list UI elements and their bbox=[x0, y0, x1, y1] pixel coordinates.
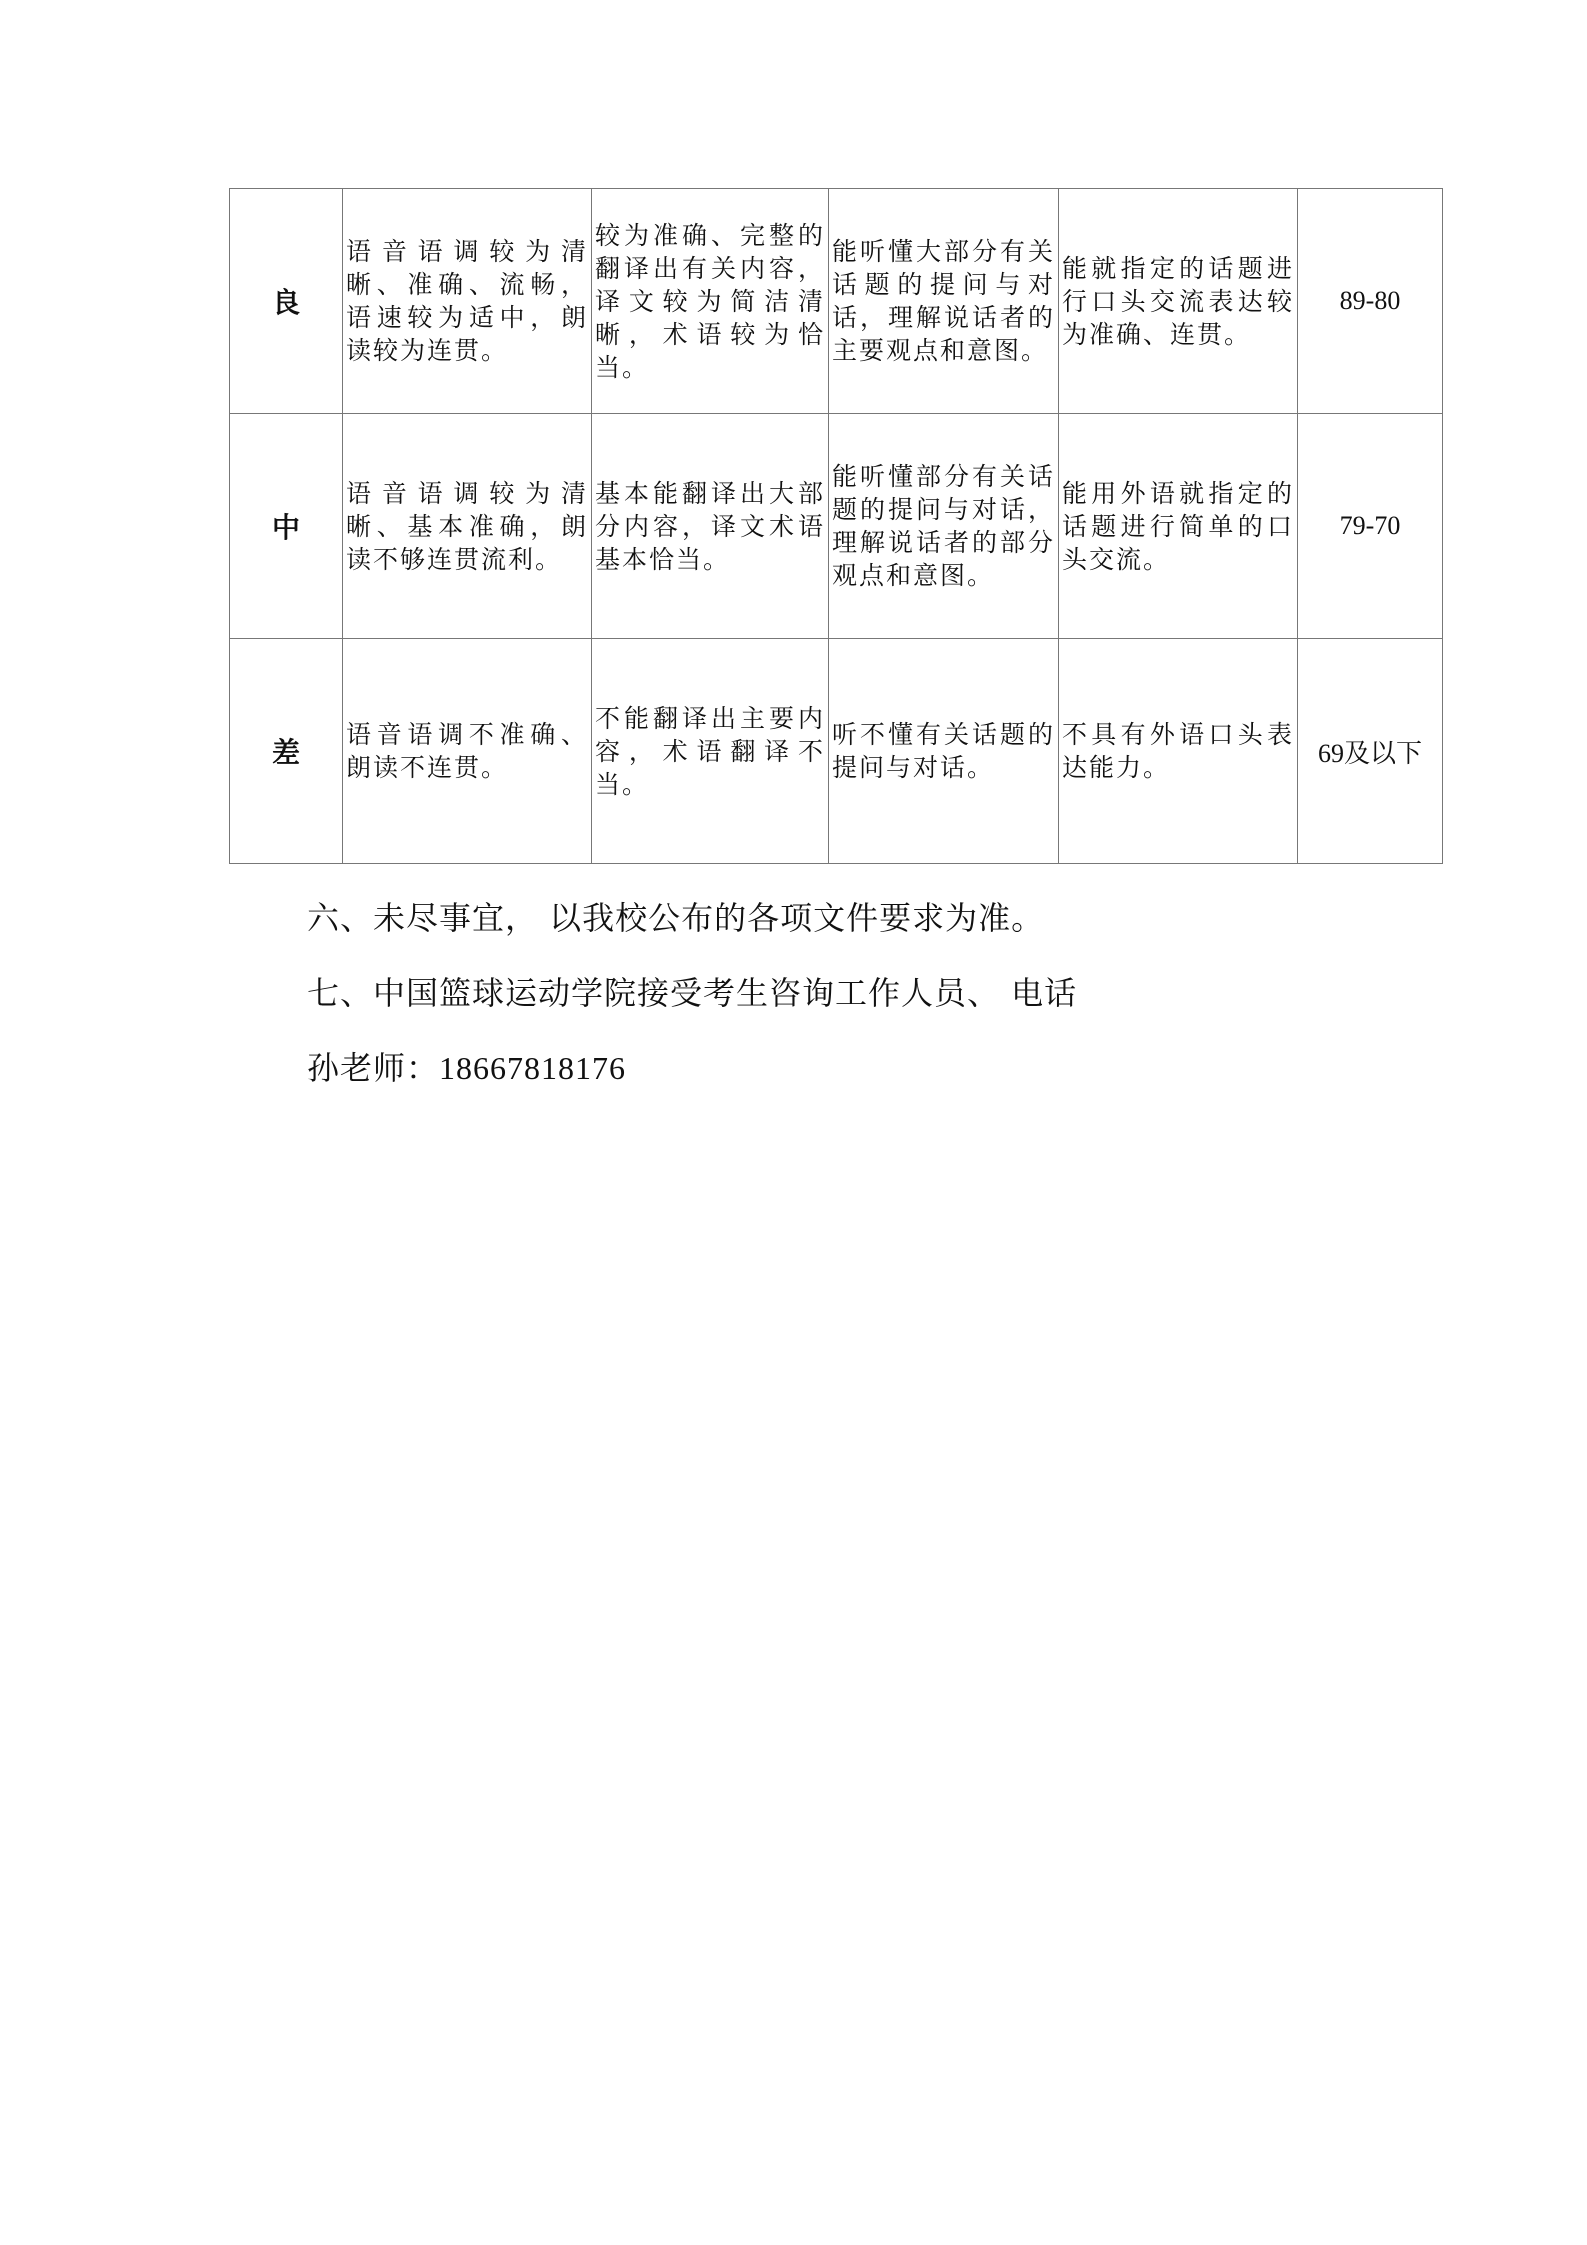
reading-criteria: 语音语调不准确、朗读不连贯。 bbox=[343, 639, 592, 864]
listening-criteria: 能听懂部分有关话题的提问与对话，理解说话者的部分观点和意图。 bbox=[829, 414, 1059, 639]
score-range: 69及以下 bbox=[1298, 639, 1443, 864]
listening-criteria: 能听懂大部分有关话题的提问与对话，理解说话者的主要观点和意图。 bbox=[829, 189, 1059, 414]
table-row bbox=[230, 189, 1443, 414]
translation-criteria: 不能翻译出主要内容，术语翻译不当。 bbox=[592, 639, 829, 864]
grade-label: 良 bbox=[230, 189, 343, 414]
section-6-text: 六、未尽事宜， 以我校公布的各项文件要求为准。 bbox=[307, 899, 1045, 937]
grade-label: 差 bbox=[230, 639, 343, 864]
speaking-criteria: 能用外语就指定的话题进行简单的口头交流。 bbox=[1059, 414, 1298, 639]
reading-criteria: 语音语调较为清晰、准确、流畅，语速较为适中，朗读较为连贯。 bbox=[343, 189, 592, 414]
score-range: 89-80 bbox=[1298, 189, 1443, 414]
contact-phone: 孙老师：18667818176 bbox=[307, 1050, 627, 1086]
translation-criteria: 基本能翻译出大部分内容，译文术语基本恰当。 bbox=[592, 414, 829, 639]
reading-criteria: 语音语调较为清晰、基本准确，朗读不够连贯流利。 bbox=[343, 414, 592, 639]
score-range: 79-70 bbox=[1298, 414, 1443, 639]
translation-criteria: 较为准确、完整的翻译出有关内容，译文较为简洁清晰，术语较为恰当。 bbox=[592, 189, 829, 414]
speaking-criteria: 能就指定的话题进行口头交流表达较为准确、连贯。 bbox=[1059, 189, 1298, 414]
table-row bbox=[230, 414, 1443, 639]
grading-criteria-table bbox=[229, 188, 1443, 864]
listening-criteria: 听不懂有关话题的提问与对话。 bbox=[829, 639, 1059, 864]
section-7-text: 七、中国篮球运动学院接受考生咨询工作人员、 电话 bbox=[307, 974, 1078, 1012]
speaking-criteria: 不具有外语口头表达能力。 bbox=[1059, 639, 1298, 864]
table-row bbox=[230, 639, 1443, 864]
grade-label: 中 bbox=[230, 414, 343, 639]
